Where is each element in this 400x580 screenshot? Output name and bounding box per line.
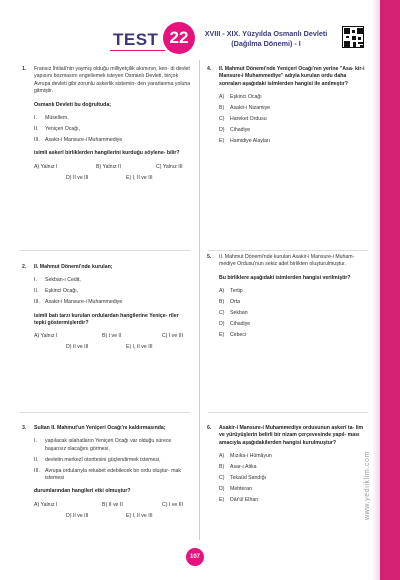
option-letter: B) — [219, 299, 225, 306]
roman-item: III. Asakir-i Mansure-i Muhammediye — [34, 136, 123, 143]
option-a[interactable] — [219, 288, 369, 296]
option-text: Orta — [230, 299, 241, 306]
side-shade — [372, 0, 380, 580]
option-c[interactable] — [219, 310, 369, 318]
option-a[interactable] — [219, 94, 369, 102]
option-a[interactable]: A) Yalnız I — [34, 163, 58, 170]
option-b[interactable] — [219, 299, 369, 307]
test-label: TEST — [113, 30, 159, 49]
side-stripe — [380, 0, 400, 580]
row-divider — [20, 412, 190, 413]
question-number: 2. — [22, 264, 27, 270]
option-e[interactable] — [219, 138, 369, 146]
option-b[interactable] — [219, 464, 369, 472]
option-a[interactable]: A) Yalnız I — [34, 333, 58, 340]
option-c[interactable] — [219, 475, 369, 483]
test-number-badge: 22 — [163, 22, 195, 54]
option-letter: A) — [219, 94, 225, 101]
question-number: 3. — [22, 425, 27, 431]
question-prompt: isimli batı tarzı kurulan ordulardan hangilerine Yeniçe- riler tepki göstermişlerdir? — [34, 312, 179, 327]
option-c[interactable]: C) I ve III — [162, 501, 184, 508]
option-e[interactable]: E) I, II ve III — [126, 344, 153, 351]
option-e[interactable] — [219, 332, 369, 340]
roman-item: III. Asakir-i Mansure-i Muhammediye — [34, 299, 123, 306]
question-stem: II. Mahmut Dönemi'nde kurulan; — [34, 264, 113, 270]
option-letter: C) — [219, 116, 225, 123]
option-c[interactable]: C) I ve III — [162, 333, 184, 340]
option-text: Asakir-i Nizamiye — [230, 105, 271, 112]
option-letter: D) — [219, 486, 225, 493]
option-letter: A) — [219, 453, 225, 460]
website-url: www.yediiklim.com — [364, 451, 371, 520]
option-text: Cebeci — [230, 332, 247, 339]
test-title — [200, 29, 332, 49]
column-divider — [199, 60, 200, 540]
option-letter: D) — [219, 321, 225, 328]
option-b[interactable] — [219, 105, 369, 113]
roman-item: II. devletin merkezî otoritesini güçlendirmek istemesi, — [34, 456, 161, 463]
question-prompt: II. Mahmut Dönemi'nde Yeniçeri Ocağı'nın yerine "Asa- kir-i Mansure-i Muhammediye" adıyla kurulan ordu daha sonraları aşağıdaki isimlerden hangisi ile anılmıştır? — [219, 66, 365, 87]
option-e[interactable]: E) I, II ve III — [126, 174, 153, 181]
option-letter: B) — [219, 105, 225, 112]
roman-item: I. Sekban-ı Cedit, — [34, 277, 81, 284]
option-letter: C) — [219, 475, 225, 482]
roman-item: II. Eşkinci Ocağı, — [34, 288, 79, 295]
page-header — [0, 0, 400, 62]
option-d[interactable] — [219, 486, 369, 494]
option-d[interactable] — [219, 321, 369, 329]
option-letter: C) — [219, 310, 225, 317]
header-divider — [110, 50, 165, 51]
qr-code-icon[interactable] — [342, 26, 364, 48]
option-d[interactable] — [219, 127, 369, 135]
question-number: 5. — [207, 254, 212, 260]
roman-item: I. Müsellem, — [34, 115, 69, 122]
option-d[interactable]: D) II ve III — [66, 512, 89, 519]
page-number: 107 — [186, 548, 204, 566]
option-d[interactable]: D) II ve III — [66, 344, 89, 351]
question-prompt: durumlarından hangileri etki olmuştur? — [34, 488, 131, 495]
option-e[interactable]: E) I, II ve III — [126, 512, 153, 519]
option-text: Cihadiye — [230, 127, 251, 134]
option-text: Cihadiye — [230, 321, 251, 328]
option-letter: A) — [219, 288, 225, 295]
option-c[interactable] — [219, 116, 369, 124]
option-letter: B) — [219, 464, 225, 471]
option-text: Hareket Ordusu — [230, 116, 267, 123]
roman-item: II. Yeniçeri Ocağı, — [34, 125, 80, 132]
option-text: Mızıka-i Hümâyun — [230, 453, 272, 460]
test-title-line2: (Dağılma Dönemi) - I — [231, 39, 301, 48]
question-prompt: isimli askerî birliklerden hangilerini kurduğu söylene- bilir? — [34, 150, 180, 157]
option-b[interactable]: B) Yalnız II — [96, 163, 121, 170]
option-text: Asar-ı Atika — [230, 464, 257, 471]
option-b[interactable]: B) II ve II — [102, 501, 123, 508]
option-letter: E) — [219, 138, 225, 145]
option-letter: E) — [219, 332, 225, 339]
option-a[interactable] — [219, 453, 369, 461]
question-number: 4. — [207, 66, 212, 72]
question-stem: Fransız İhtilali'nin yaymış olduğu milliyetçilik akımının, ken- di devlet yapısını bozmasını engellemek isteyen Osmanlı Devleti, birçok Avrupa devleti gibi zorunlu askerlik sistemin- den yararlanma yoluna gitmiştir. — [34, 66, 191, 95]
option-text: Mehteran — [230, 486, 252, 493]
option-text: Sekban — [230, 310, 248, 317]
question-lead: Osmanlı Devleti bu doğrultuda; — [34, 101, 111, 108]
option-b[interactable]: B) I ve II — [102, 333, 122, 340]
question-stem: Sultan II. Mahmut'un Yeniçeri Ocağı'nı kaldırmasında; — [34, 425, 166, 431]
roman-item: I. yapılacak ıslahatların Yeniçeri Ocağı var olduğu sürece başarısız olacağını görmesi, — [34, 438, 172, 452]
roman-item: III. Avrupa ordularıyla rekabet edebilecek bir ordu oluştur- mak istemesi — [34, 467, 182, 482]
option-c[interactable]: C) Yalnız III — [156, 163, 183, 170]
test-title-line1: XVIII - XIX. Yüzyılda Osmanlı Devleti — [204, 29, 328, 38]
option-text: Tertip — [230, 288, 243, 295]
option-text: Dâr'ül Elhan — [230, 497, 259, 504]
question-stem: II. Mahmut Dönemi'nde kurulan Asakir-i Mansure-i Muham- mediye Ordusu'nun sekiz adet birlikten oluşturulmuştur. — [219, 254, 355, 268]
option-a[interactable]: A) Yalnız I — [34, 501, 58, 508]
question-number: 6. — [207, 425, 212, 431]
row-divider — [208, 412, 368, 413]
row-divider — [208, 250, 368, 251]
question-number: 1. — [22, 66, 27, 72]
question-prompt: Asakir-i Mansure-i Muhammediye ordusunun askerî ta- lim ve yürüyüşlerin belirli bir nizam çerçevesinde yapıl- ması amacıyla aşağıdakilerden hangisi kurulmuştur? — [219, 425, 364, 446]
row-divider — [20, 250, 190, 251]
option-letter: D) — [219, 127, 225, 134]
option-d[interactable]: D) II ve III — [66, 174, 89, 181]
option-text: Hamidiye Alayları — [230, 138, 271, 145]
question-prompt: Bu birliklere aşağıdaki isimlerden hangisi verilmiştir? — [219, 274, 351, 281]
option-e[interactable] — [219, 497, 369, 505]
option-letter: E) — [219, 497, 225, 504]
option-text: Eşkinci Ocağı — [230, 94, 262, 101]
option-text: Tekaüd Sandığı — [230, 475, 267, 482]
